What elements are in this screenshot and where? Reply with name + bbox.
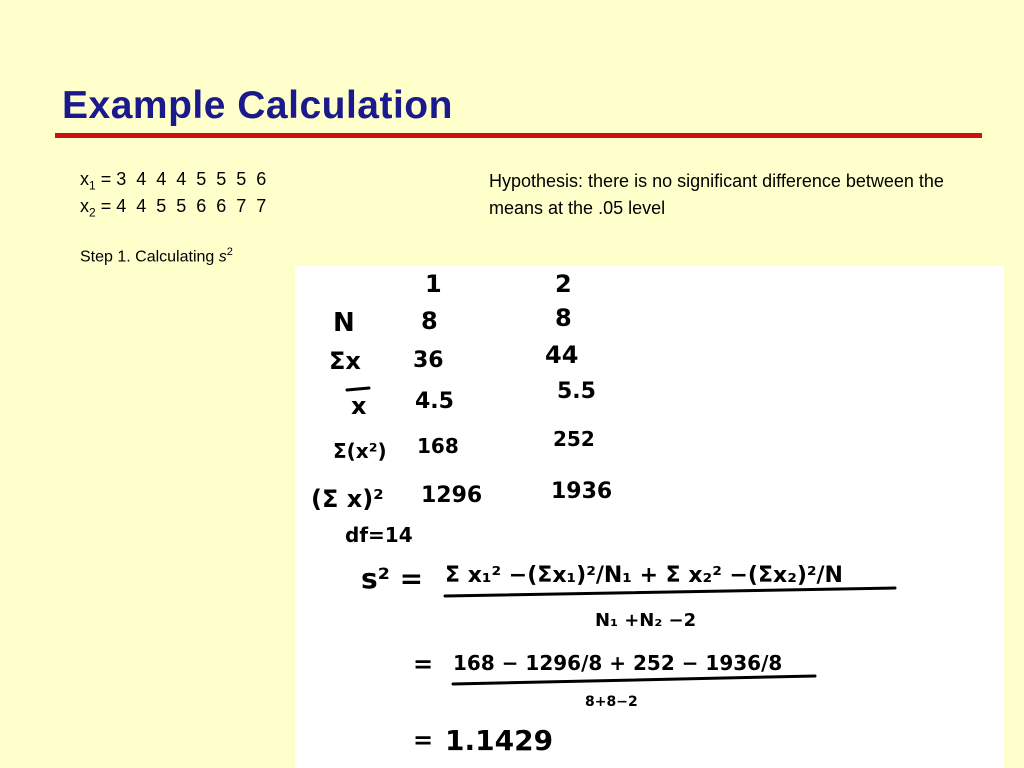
step-1-label: Step 1. Calculating $s^2$ xyxy=(80,246,233,266)
row-sum-squared-label: (Σ x)² xyxy=(311,485,384,513)
formula-numerator: Σ x₁² −(Σx₁)²/N₁ + Σ x₂² −(Σx₂)²/N xyxy=(445,563,843,588)
formula-fraction-bar xyxy=(445,588,895,596)
row-sum-squared-value-2: 1936 xyxy=(551,479,613,504)
row-sum-x-label: Σx xyxy=(329,347,361,375)
mean-bar xyxy=(347,388,369,390)
x2-values: $x_2 = 4$ 4 5 5 6 6 7 7 xyxy=(80,196,267,220)
column-2-header: 2 xyxy=(555,270,572,298)
substitution-numerator: 168 − 1296/8 + 252 − 1936/8 xyxy=(453,651,783,675)
hypothesis-text: Hypothesis: there is no significant difference between the means at the .05 level xyxy=(489,171,944,218)
formula-denominator: N₁ +N₂ −2 xyxy=(595,610,697,631)
substitution-fraction-bar xyxy=(453,676,815,684)
column-1-header: 1 xyxy=(425,270,442,298)
row-sum-x-squared-label: Σ(x²) xyxy=(333,439,387,463)
handwritten-work-image xyxy=(295,266,1004,768)
variance-result: 1.1429 xyxy=(445,724,554,757)
equals-sign-2: = xyxy=(413,726,434,754)
slide-title: Example Calculation xyxy=(62,84,453,127)
row-sum-x-value-2: 44 xyxy=(545,341,579,369)
handwritten-work-svg xyxy=(295,266,1004,768)
row-mean-value-2: 5.5 xyxy=(557,379,596,404)
row-mean-label: x xyxy=(351,392,367,420)
row-n-value-2: 8 xyxy=(555,304,572,332)
row-sum-squared-value-1: 1296 xyxy=(421,483,483,508)
equals-sign-1: = xyxy=(413,650,434,678)
row-mean-value-1: 4.5 xyxy=(415,389,454,414)
variance-symbol: s² = xyxy=(361,562,424,595)
row-sum-x-squared-value-2: 252 xyxy=(553,427,595,451)
row-sum-x-squared-value-1: 168 xyxy=(417,434,459,458)
row-sum-x-value-1: 36 xyxy=(413,348,444,373)
substitution-denominator: 8+8−2 xyxy=(585,694,638,710)
degrees-of-freedom: df=14 xyxy=(345,523,413,547)
x1-values: $x_1 = 3$ 4 4 4 5 5 5 6 xyxy=(80,169,267,193)
title-underline xyxy=(55,133,982,138)
row-n-value-1: 8 xyxy=(421,307,438,335)
row-n-label: N xyxy=(333,308,355,338)
